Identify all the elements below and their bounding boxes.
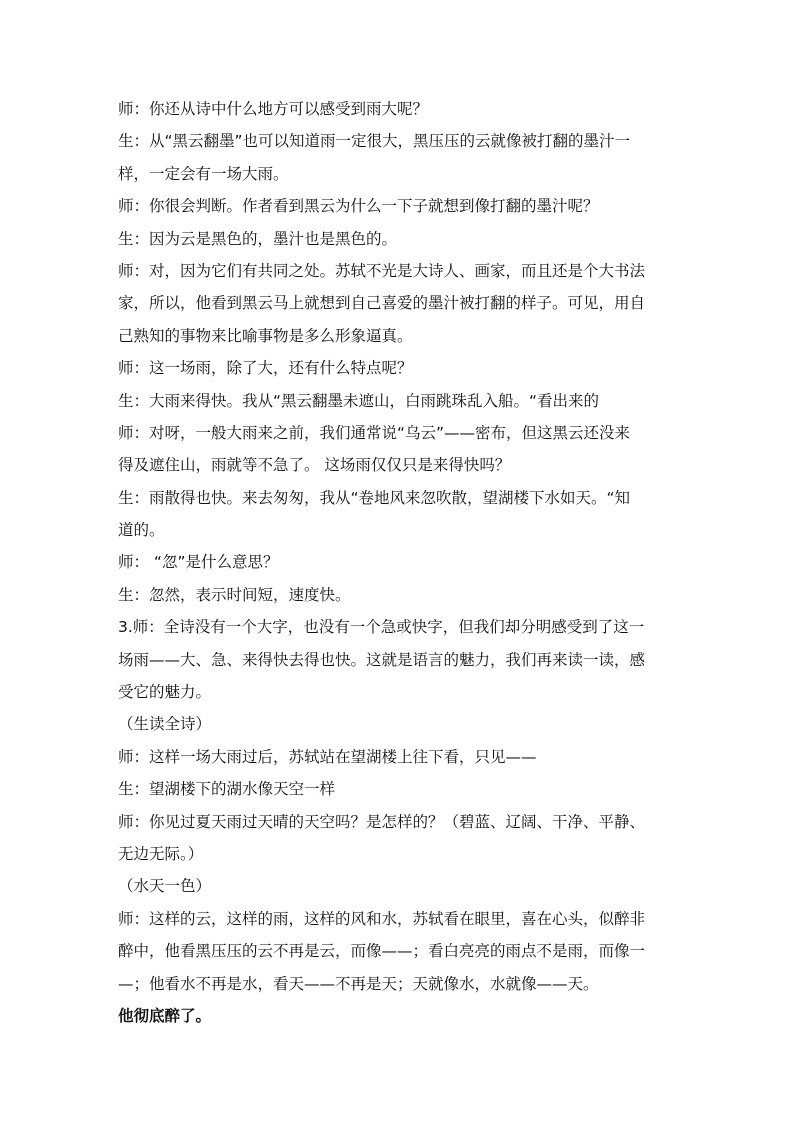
text-line: 生：望湖楼下的湖水像天空一样 <box>118 780 336 799</box>
text-line: 生：从“黑云翻墨”也可以知道雨一定很大，黑压压的云就像被打翻的墨汁一 <box>118 132 631 151</box>
text-line: 生：忽然，表示时间短，速度快。 <box>118 585 351 604</box>
text-line: —；他看水不再是水，看天——不再是天；天就像水，水就像——天。 <box>118 974 599 993</box>
text-line: 师：这样一场大雨过后，苏轼站在望湖楼上往下看，只见—— <box>118 747 537 766</box>
text-line: 己熟知的事物来比喻事物是多么形象逼真。 <box>118 326 413 345</box>
text-line: 师：对呀，一般大雨来之前，我们通常说“乌云”——密布，但这黑云还没来 <box>118 423 631 442</box>
text-line: 样，一定会有一场大雨。 <box>118 164 289 183</box>
text-line: 场雨——大、急、来得快去得也快。这就是语言的魅力，我们再来读一读，感 <box>118 650 646 669</box>
text-line: 醉中，他看黑压压的云不再是云，而像——；看白亮亮的雨点不是雨，而像一 <box>118 942 646 961</box>
text-line: 生：大雨来得快。我从“黑云翻墨未遮山，白雨跳珠乱入船。“看出来的 <box>118 391 600 410</box>
text-line: 生：雨散得也快。来去匆匆，我从“卷地风来忽吹散，望湖楼下水如天。“知 <box>118 488 631 507</box>
text-line: 无边无际。） <box>118 844 204 863</box>
text-line: 师： “忽”是什么意思？ <box>118 553 279 572</box>
text-line: 3.师：全诗没有一个大字，也没有一个急或快字，但我们却分明感受到了这一 <box>118 618 645 637</box>
text-line: 道的。 <box>118 521 165 540</box>
text-line: 师：你见过夏天雨过天晴的天空吗？是怎样的？（碧蓝、辽阔、干净、平静、 <box>118 812 646 831</box>
text-line: 师：这样的云，这样的雨，这样的风和水，苏轼看在眼里，喜在心头，似醉非 <box>118 909 646 928</box>
text-line: 生：因为云是黑色的，墨汁也是黑色的。 <box>118 229 398 248</box>
text-line: 师：对，因为它们有共同之处。苏轼不光是大诗人、画家，而且还是个大书法 <box>118 261 646 280</box>
document-page <box>118 93 678 1032</box>
text-line: 师：这一场雨，除了大，还有什么特点呢？ <box>118 359 413 378</box>
text-line: （水天一色） <box>118 877 212 896</box>
text-line: 受它的魅力。 <box>118 683 212 702</box>
text-line: 师：你很会判断。作者看到黑云为什么一下子就想到像打翻的墨汁呢？ <box>118 197 599 216</box>
text-line: （生读全诗） <box>118 715 212 734</box>
text-line: 得及遮住山，雨就等不急了。 这场雨仅仅只是来得快吗？ <box>118 456 511 475</box>
text-line: 师：你还从诗中什么地方可以感受到雨大呢？ <box>118 100 429 118</box>
text-line: 家，所以，他看到黑云马上就想到自己喜爱的墨汁被打翻的样子。可见，用自 <box>118 294 646 313</box>
closing-line: 他彻底醉了。 <box>118 1006 212 1025</box>
